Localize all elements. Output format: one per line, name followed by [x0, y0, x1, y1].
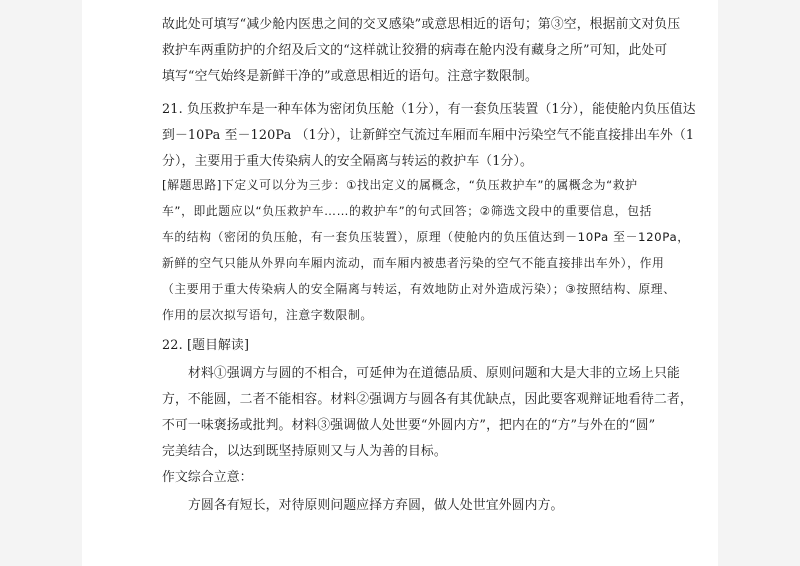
- answer-21-line: 到－10Pa 至－120Pa （1分），让新鲜空气流过车厢而车厢中污染空气不能直接排出车外（1: [162, 128, 695, 143]
- question-22-heading: 22. [题目解读]: [162, 338, 250, 353]
- analysis-22-line: 不可一味褒扬或批判。材料③强调做人处世要“外圆内方”，把内在的“方”与外在的“圆”: [162, 418, 656, 433]
- analysis-22-line: 完美结合，以达到既坚持原则又与人为善的目标。: [162, 444, 447, 459]
- answer-21-line: 分），主要用于重大传染病人的安全隔离与转运的救护车（1分）。: [162, 154, 533, 169]
- solution-21-line: 新鲜的空气只能从外界向车厢内流动，而车厢内被患者污染的空气不能直接排出车外），作用: [162, 256, 665, 270]
- solution-21-line: [解题思路]下定义可以分为三步：①找出定义的属概念，“负压救护车”的属概念为“救护: [162, 178, 638, 192]
- comprehensive-text: 方圆各有短长，对待原则问题应择方弃圆，做人处世宜外圆内方。: [188, 498, 564, 513]
- document-page: [82, 0, 718, 566]
- answer-21-line: 21. 负压救护车是一种车体为密闭负压舱（1分），有一套负压装置（1分），能使舱内负压值达: [162, 102, 696, 117]
- analysis-22-line: 材料①强调方与圆的不相合，可延伸为在道德品质、原则问题和大是大非的立场上只能: [188, 366, 680, 381]
- solution-21-line: 车的结构（密闭的负压舱，有一套负压装置），原理（使舱内的负压值达到－10Pa 至－120Pa，: [162, 230, 690, 244]
- analysis-22-line: 方，不能圆，二者不能相容。材料②强调方与圆各有其优缺点，因此要客观辩证地看待二者，: [162, 392, 693, 407]
- solution-21-line: 车”，即此题应以“负压救护车……的救护车”的句式回答；②筛选文段中的重要信息，包括: [162, 204, 652, 218]
- comprehensive-label: 作文综合立意：: [162, 470, 253, 485]
- text-line: 救护车两重防护的介绍及后文的“这样就让狡猾的病毒在舱内没有藏身之所”可知，此处可: [162, 43, 668, 58]
- text-line: 填写“空气始终是新鲜干净的”或意思相近的语句。注意字数限制。: [162, 69, 538, 84]
- text-line: 故此处可填写“减少舱内医患之间的交叉感染”或意思相近的语句；第③空，根据前文对负压: [162, 17, 681, 32]
- solution-21-line: 作用的层次拟写语句，注意字数限制。: [162, 308, 373, 322]
- solution-21-line: （主要用于重大传染病人的安全隔离与转运，有效地防止对外造成污染）；③按照结构、原理、: [162, 282, 676, 296]
